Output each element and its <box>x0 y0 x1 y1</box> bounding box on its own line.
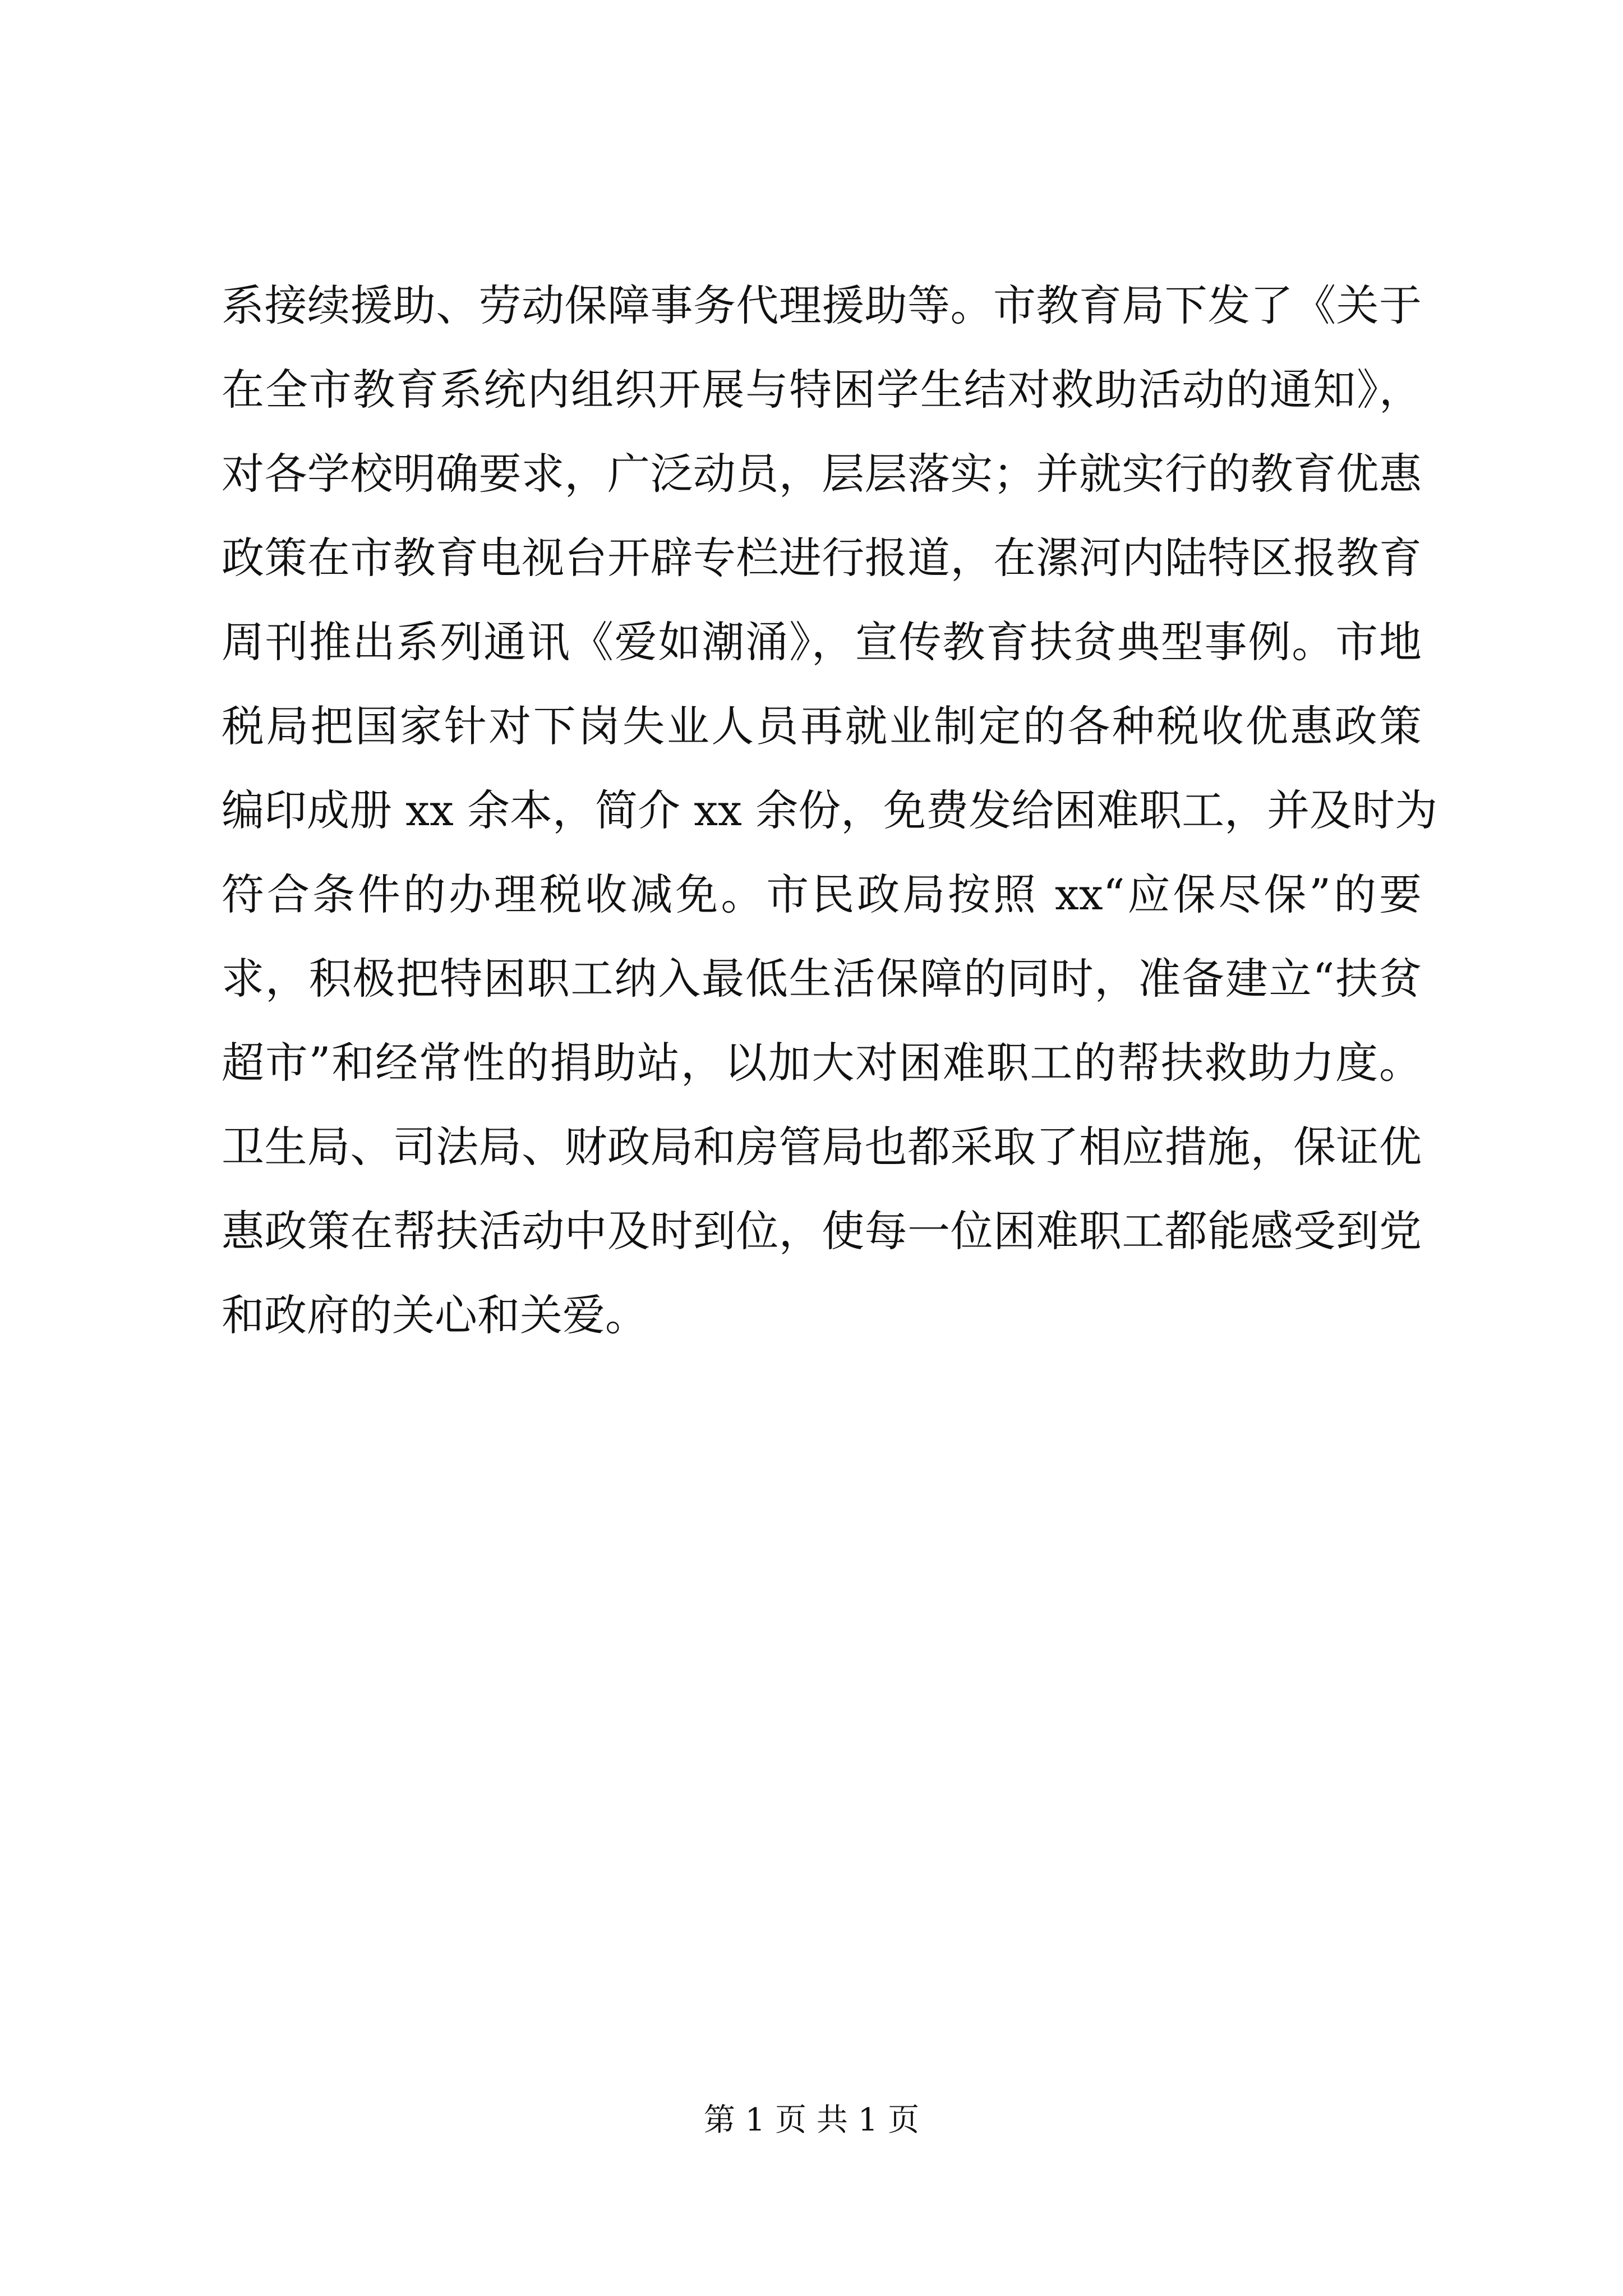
paragraph-line: 在全市教育系统内组织开展与特困学生结对救助活动的通知》， <box>222 365 1422 415</box>
paragraph-line: 编印成册 xx 余本，简介 xx 余份，免费发给困难职工，并及时为 <box>222 785 1438 835</box>
paragraph-line: 超市”和经常性的捐助站，以加大对困难职工的帮扶救助力度。 <box>222 1038 1422 1088</box>
paragraph-line: 系接续援助、劳动保障事务代理援助等。市教育局下发了《关于 <box>222 280 1422 330</box>
paragraph-line: 周刊推出系列通讯《爱如潮涌》，宣传教育扶贫典型事例。市地 <box>222 617 1422 667</box>
paragraph-line: 和政府的关心和关爱。 <box>222 1290 648 1340</box>
paragraph-line: 对各学校明确要求，广泛动员，层层落实；并就实行的教育优惠 <box>222 449 1422 499</box>
page-number-footer: 第 1 页 共 1 页 <box>703 2102 920 2138</box>
paragraph-line: 求，积极把特困职工纳入最低生活保障的同时，准备建立“扶贫 <box>222 954 1422 1004</box>
paragraph-line: 惠政策在帮扶活动中及时到位，使每一位困难职工都能感受到党 <box>222 1206 1422 1256</box>
paragraph-line: 税局把国家针对下岗失业人员再就业制定的各种税收优惠政策 <box>222 701 1422 751</box>
paragraph-line: 政策在市教育电视台开辟专栏进行报道，在漯河内陆特区报教育 <box>222 533 1422 583</box>
paragraph-line: 卫生局、司法局、财政局和房管局也都采取了相应措施，保证优 <box>222 1122 1422 1172</box>
body-paragraph <box>222 264 1438 1358</box>
paragraph-line: 符合条件的办理税收减免。市民政局按照 xx“应保尽保”的要 <box>222 869 1422 919</box>
